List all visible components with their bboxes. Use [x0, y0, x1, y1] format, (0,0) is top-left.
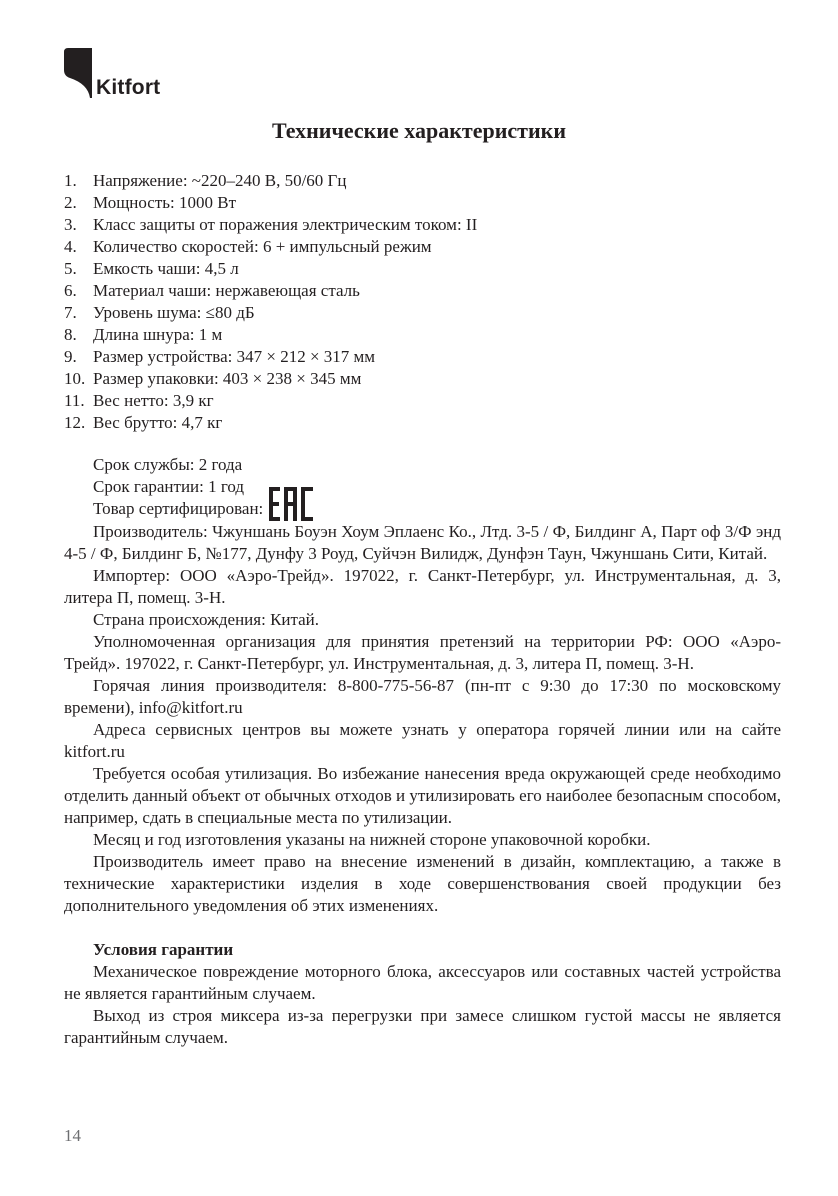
- spec-item: [64, 214, 784, 236]
- service-life: Срок службы: 2 года: [93, 455, 243, 474]
- importer-info: Импортер: ООО «Аэро-Трейд». 197022, г. Санкт-Петербург, ул. Инструментальная, д. 3, литера П, помещ. 3-Н.: [64, 566, 781, 607]
- country-of-origin: Страна происхождения: Китай.: [93, 610, 320, 629]
- certified-label: Товар сертифицирован:: [93, 499, 264, 518]
- spec-item: [64, 368, 784, 390]
- spec-number: 2.: [64, 193, 77, 212]
- spec-text: Материал чаши: нержавеющая сталь: [93, 281, 360, 300]
- spec-number: 3.: [64, 215, 77, 234]
- spec-text: Длина шнура: 1 м: [93, 325, 223, 344]
- manufacturer-info: Производитель: Чжуншань Боуэн Хоум Эплаенс Ко., Лтд. 3-5 / Ф, Билдинг А, Парт оф 3/Ф энд 4-5 / Ф, Билдинг Б, №177, Дунфу 3 Роуд, Суйчэн Вилидж, Дунфэн Таун, Чжуншань Сити, Китай.: [64, 522, 781, 563]
- spec-item: [64, 192, 784, 214]
- warranty-clause: Механическое повреждение моторного блока, аксессуаров или составных частей устройства не является гарантийным случаем.: [64, 962, 781, 1003]
- info-section: [64, 454, 781, 1049]
- warranty-clause: Выход из строя миксера из-за перегрузки при замесе слишком густой массы не является гарантийным случаем.: [64, 1006, 781, 1047]
- spec-number: 12.: [64, 413, 86, 432]
- brand-name: Kitfort: [96, 76, 161, 99]
- spec-text: Вес брутто: 4,7 кг: [93, 413, 223, 432]
- spec-list: [64, 170, 784, 434]
- changes-notice: Производитель имеет право на внесение изменений в дизайн, комплектацию, а также в технические характеристики изделия в ходе совершенствования своей продукции без дополнительного уведомления об этих изменениях.: [64, 852, 781, 915]
- spec-item: [64, 302, 784, 324]
- spec-text: Напряжение: ~220–240 В, 50/60 Гц: [93, 171, 347, 190]
- spec-number: 9.: [64, 347, 77, 366]
- spec-number: 6.: [64, 281, 77, 300]
- spec-number: 7.: [64, 303, 77, 322]
- spec-text: Уровень шума: ≤80 дБ: [93, 303, 255, 322]
- spec-number: 4.: [64, 237, 77, 256]
- spec-text: Размер упаковки: 403 × 238 × 345 мм: [93, 369, 362, 388]
- warranty-period: Срок гарантии: 1 год: [93, 477, 245, 496]
- spec-text: Класс защиты от поражения электрическим током: II: [93, 215, 478, 234]
- spec-item: [64, 390, 784, 412]
- spec-number: 10.: [64, 369, 86, 388]
- spec-number: 5.: [64, 259, 77, 278]
- spec-text: Размер устройства: 347 × 212 × 317 мм: [93, 347, 376, 366]
- claims-organization: Уполномоченная организация для принятия претензий на территории РФ: ООО «Аэро-Трейд». 197022, г. Санкт-Петербург, ул. Инструментальная, д. 3, литера П, помещ. 3-Н.: [64, 632, 781, 673]
- spec-item: [64, 258, 784, 280]
- spec-number: 11.: [64, 391, 85, 410]
- spec-item: [64, 280, 784, 302]
- disposal-info: Требуется особая утилизация. Во избежание нанесения вреда окружающей среде необходимо отделить данный объект от обычных отходов и утилизировать его наиболее безопасным способом, например, сдать в специальные места по утилизации.: [64, 764, 781, 827]
- brand-logo: [64, 48, 184, 104]
- manufacture-date-info: Месяц и год изготовления указаны на нижней стороне упаковочной коробки.: [93, 830, 651, 849]
- certification-line: [64, 498, 781, 521]
- service-centers-info: Адреса сервисных центров вы можете узнать у оператора горячей линии или на сайте kitfort.ru: [64, 720, 781, 761]
- spec-number: 8.: [64, 325, 77, 344]
- spec-text: Количество скоростей: 6 + импульсный режим: [93, 237, 432, 256]
- spec-text: Емкость чаши: 4,5 л: [93, 259, 239, 278]
- eac-mark-icon: [269, 487, 313, 521]
- spec-item: [64, 346, 784, 368]
- spec-text: Вес нетто: 3,9 кг: [93, 391, 214, 410]
- spec-item: [64, 170, 784, 192]
- page-title: Технические характеристики: [271, 118, 567, 143]
- spec-text: Мощность: 1000 Вт: [93, 193, 237, 212]
- spec-item: [64, 324, 784, 346]
- hotline-info: Горячая линия производителя: 8-800-775-56-87 (пн-пт с 9:30 до 17:30 по московскому времени), info@kitfort.ru: [64, 676, 781, 717]
- spec-item: [64, 412, 784, 434]
- spec-number: 1.: [64, 171, 77, 190]
- spec-item: [64, 236, 784, 258]
- kitfort-logo-mark-icon: [64, 48, 92, 98]
- warranty-title: Условия гарантии: [93, 940, 234, 959]
- page-number: 14: [64, 1126, 81, 1145]
